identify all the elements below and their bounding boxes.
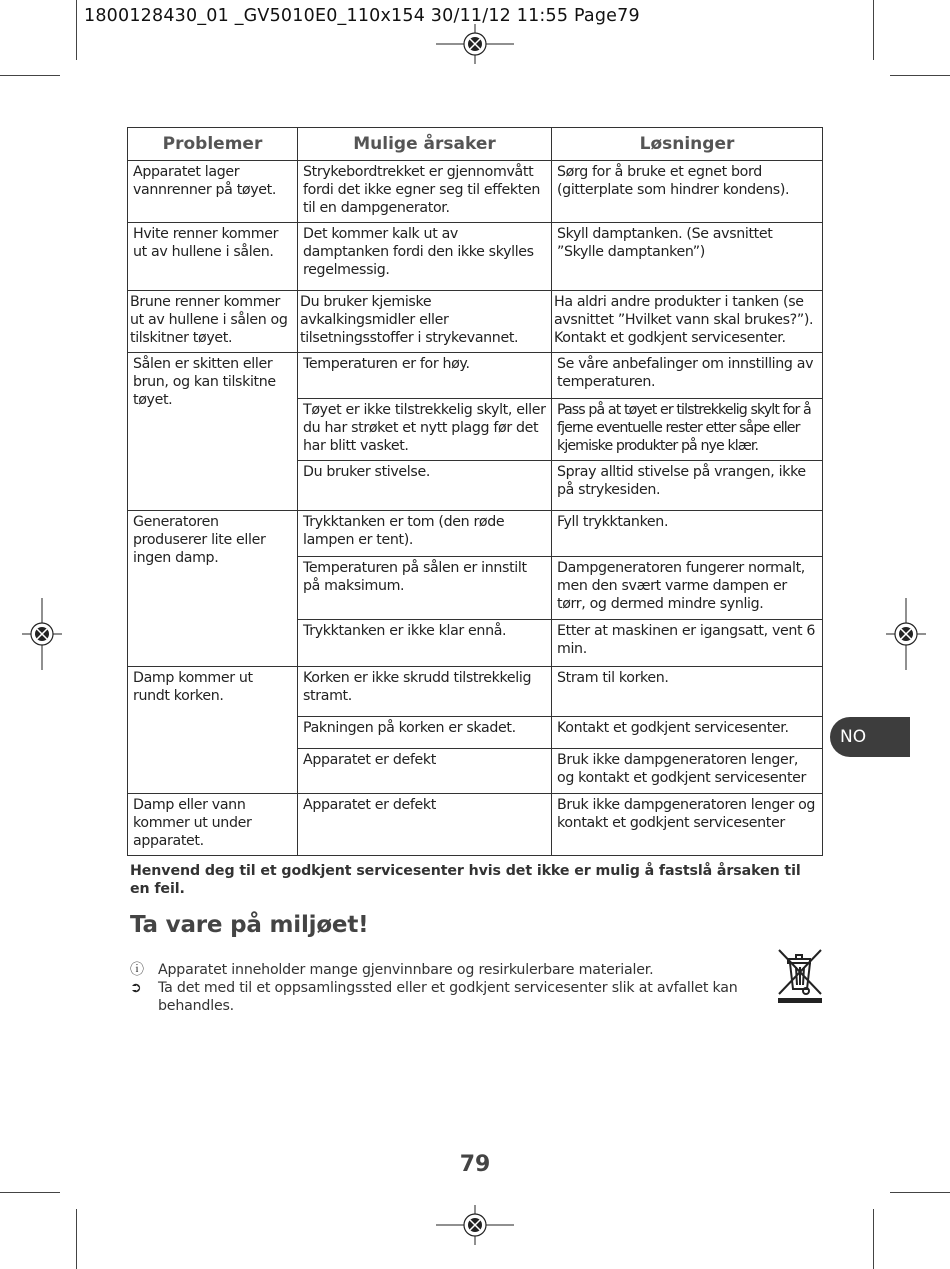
crop-mark — [873, 0, 874, 60]
column-header-causes: Mulige årsaker — [298, 128, 552, 161]
cause-cell: Trykktanken er ikke klar ennå. — [298, 620, 552, 667]
registration-mark-icon — [436, 24, 514, 64]
solution-cell: Etter at maskinen er igangsatt, vent 6 min. — [552, 620, 823, 667]
print-header: 1800128430_01 _GV5010E0_110x154 30/11/12 11:55 Page79 — [84, 6, 640, 26]
table-row — [128, 794, 823, 856]
solution-cell: Se våre anbefalinger om innstilling av temperaturen. — [552, 353, 823, 399]
list-item — [130, 961, 750, 979]
solution-cell: Spray alltid stivelse på vrangen, ikke på strykesiden. — [552, 461, 823, 511]
solution-cell: Stram til korken. — [552, 667, 823, 717]
table-row — [128, 161, 823, 223]
table-row — [128, 353, 823, 399]
table-row — [128, 667, 823, 717]
table-header-row — [128, 128, 823, 161]
cause-cell: Tøyet er ikke tilstrekkelig skylt, eller du har strøket et nytt plagg før det har blitt vasket. — [298, 399, 552, 461]
cause-cell: Det kommer kalk ut av damptanken fordi den ikke skylles regelmessig. — [298, 223, 552, 291]
crop-mark — [0, 75, 60, 76]
solution-cell: Ha aldri andre produkter i tanken (se avsnittet ”Hvilket vann skal brukes?”). Kontakt et godkjent servicesenter. — [552, 291, 823, 353]
cause-cell: Temperaturen på sålen er innstilt på maksimum. — [298, 557, 552, 620]
crop-mark — [76, 1209, 77, 1269]
column-header-solutions: Løsninger — [552, 128, 823, 161]
problem-cell: Hvite renner kommer ut av hullene i sålen. — [128, 223, 298, 291]
column-header-problems: Problemer — [128, 128, 298, 161]
table-row — [128, 511, 823, 557]
environment-title: Ta vare på miljøet! — [130, 912, 369, 938]
problem-cell: Apparatet lager vannrenner på tøyet. — [128, 161, 298, 223]
registration-mark-icon — [436, 1205, 514, 1245]
cause-cell: Temperaturen er for høy. — [298, 353, 552, 399]
cause-cell: Apparatet er defekt — [298, 794, 552, 856]
cause-cell: Apparatet er defekt — [298, 749, 552, 794]
weee-bin-icon — [776, 947, 824, 1005]
info-icon: ⓘ — [130, 962, 144, 978]
cause-cell: Du bruker stivelse. — [298, 461, 552, 511]
solution-cell: Bruk ikke dampgeneratoren lenger og kontakt et godkjent servicesenter — [552, 794, 823, 856]
cause-cell: Pakningen på korken er skadet. — [298, 717, 552, 749]
cause-cell: Du bruker kjemiske avkalkingsmidler eller tilsetningsstoffer i strykevannet. — [298, 291, 552, 353]
arrow-icon: ➲ — [130, 980, 142, 996]
crop-mark — [76, 0, 77, 60]
cause-cell: Strykebordtrekket er gjennomvått fordi det ikke egner seg til effekten til en dampgenerator. — [298, 161, 552, 223]
environment-list — [130, 961, 750, 1015]
problem-cell: Generatoren produserer lite eller ingen damp. — [128, 511, 298, 667]
solution-cell: Kontakt et godkjent servicesenter. — [552, 717, 823, 749]
cause-cell: Korken er ikke skrudd tilstrekkelig stramt. — [298, 667, 552, 717]
crop-mark — [873, 1209, 874, 1269]
page-number: 79 — [459, 1152, 491, 1177]
solution-cell: Dampgeneratoren fungerer normalt, men den svært varme dampen er tørr, og dermed mindre synlig. — [552, 557, 823, 620]
list-item-text: Apparatet inneholder mange gjenvinnbare og resirkulerbare materialer. — [158, 962, 654, 978]
troubleshooting-table — [127, 127, 823, 856]
list-item-text: Ta det med til et oppsamlingssted eller et godkjent servicesenter slik at avfallet kan behandles. — [158, 980, 738, 1014]
solution-cell: Fyll trykktanken. — [552, 511, 823, 557]
problem-cell: Sålen er skitten eller brun, og kan tilskitne tøyet. — [128, 353, 298, 511]
problem-cell: Brune renner kommer ut av hullene i sålen og tilskitner tøyet. — [128, 291, 298, 353]
registration-mark-icon — [886, 598, 926, 670]
problem-cell: Damp eller vann kommer ut under apparatet. — [128, 794, 298, 856]
table-row — [128, 223, 823, 291]
solution-cell: Pass på at tøyet er tilstrekkelig skylt for å fjerne eventuelle rester etter såpe eller kjemiske produkter på nye klær. — [552, 399, 823, 461]
list-item — [130, 979, 750, 1015]
solution-cell: Bruk ikke dampgeneratoren lenger, og kontakt et godkjent servicesenter — [552, 749, 823, 794]
service-note: Henvend deg til et godkjent servicesenter hvis det ikke er mulig å fastslå årsaken til en feil. — [130, 863, 801, 897]
solution-cell: Sørg for å bruke et egnet bord (gitterplate som hindrer kondens). — [552, 161, 823, 223]
registration-mark-icon — [22, 598, 62, 670]
crop-mark — [0, 1192, 60, 1193]
cause-cell: Trykktanken er tom (den røde lampen er tent). — [298, 511, 552, 557]
problem-cell: Damp kommer ut rundt korken. — [128, 667, 298, 794]
language-tab: NO — [830, 717, 910, 757]
solution-cell: Skyll damptanken. (Se avsnittet ”Skylle damptanken”) — [552, 223, 823, 291]
table-row — [128, 291, 823, 353]
crop-mark — [890, 1192, 950, 1193]
crop-mark — [890, 75, 950, 76]
